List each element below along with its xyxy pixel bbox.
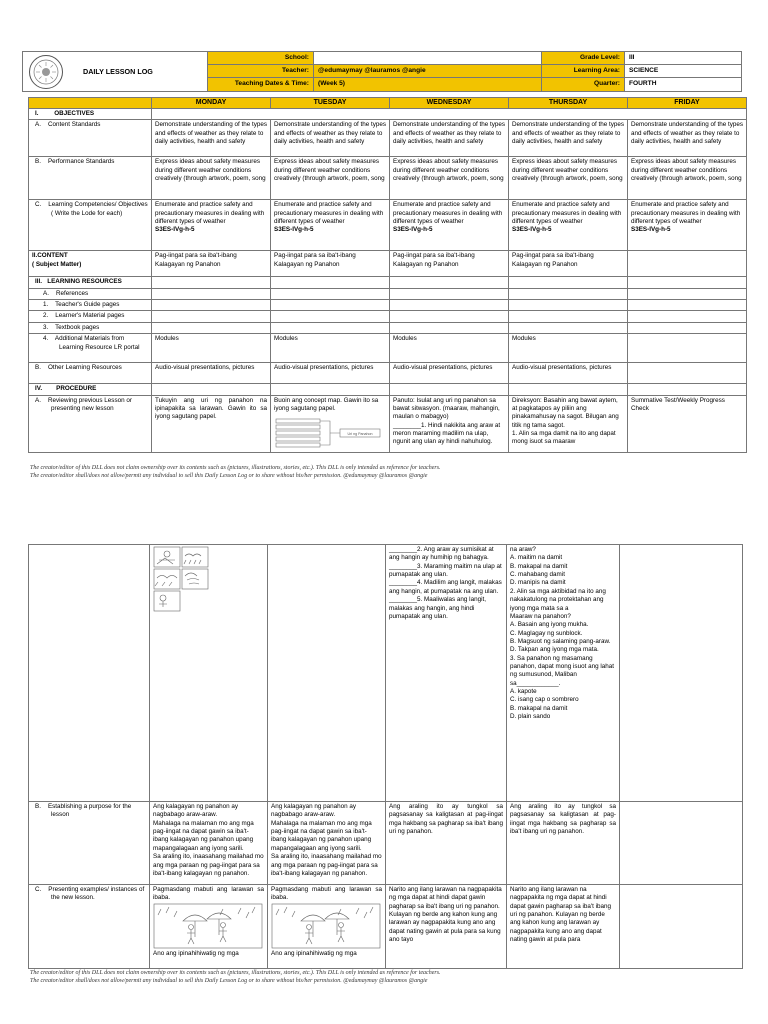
rain-umbrella-illustration — [271, 903, 381, 949]
present-wed: Narito ang ilang larawan na nagpapakita ng mga dapat at hindi dapat gawin pagharap sa iba't ibang uri ng panahon. Kulayan ng berde ang kahon kung ang larawan ay nagpapakita kung ano ang dapat nating gawin at pula para sa kung ano tayo — [386, 885, 507, 969]
lesson-table-page2 — [28, 544, 743, 969]
competency-text: Enumerate and practice safety and precautionary measures in dealing with different types of weather — [274, 201, 384, 226]
lm-row — [29, 311, 747, 322]
area-value: SCIENCE — [624, 65, 741, 77]
competency-code: S3ES-IVg-h-5 — [155, 226, 195, 234]
competency-code: S3ES-IVg-h-5 — [274, 226, 314, 234]
competencies-row — [29, 200, 747, 251]
content-row — [29, 251, 747, 277]
resources-label: III. LEARNING RESOURCES — [29, 277, 152, 288]
review-tue-text: Buoin ang concept map. Gawin ito sa iyong sagutang papel. — [274, 396, 379, 412]
perf-std-thu: Express ideas about safety measures during different weather conditions creatively (through artwork, poem, song — [509, 157, 628, 200]
performance-standards-label: B. Performance Standards — [29, 157, 152, 200]
review-cont-wed: ________2. Ang araw ay sumisikat at ang hangin ay humihip ng bahagya. ________3. Maraming maitim na ulap at pumapatak ang ulan. ________4. Madilim ang langit, malakas ang hangin, at pumapatak na ang ulan. ________5. Maaliwalas ang langit, malakas ang hangin, ang hindi pumapatak ang ulan. — [386, 545, 507, 802]
procedure-label: IV. PROCEDURE — [29, 384, 152, 395]
content-standards-label: A. Content Standards — [29, 120, 152, 157]
day-header-row — [29, 98, 747, 109]
day-friday: FRIDAY — [628, 98, 747, 109]
perf-std-tue: Express ideas about safety measures during different weather conditions creatively (through artwork, poem, song — [271, 157, 390, 200]
objectives-blank — [152, 109, 747, 120]
teacher-label: Teacher: — [208, 65, 313, 77]
teacher-value: @edumaymay @lauramos @angie — [313, 65, 541, 77]
review-cont-fri — [620, 545, 743, 802]
competency-mon — [152, 200, 271, 251]
objectives-row — [29, 109, 747, 120]
additional-thu: Modules — [509, 334, 628, 363]
lesson-table-page1 — [28, 97, 747, 453]
review-tue — [271, 395, 390, 453]
present-fri — [620, 885, 743, 969]
competency-fri — [628, 200, 747, 251]
competency-code: S3ES-IVg-h-5 — [512, 226, 552, 234]
dll-header — [22, 51, 742, 92]
review-cont-thu: na araw? A. maitim na damit B. makapal na damit C. mahabang damit D. manipis na damit 2. Alin sa mga aktibidad na ito ang nakakatulong na protektahan ang iyong mga mata sa a Maaraw na panahon? A. Basain ang iyong mukha. C. Maglagay ng sunblock. B. Magsuot ng salaming pang-araw. D. Takpan ang iyong mga mata. 3. Sa panahon ng masamang panahon, dapat mong isuot ang lahat ng sumusunod, Maliban sa____________. A. kapote C. isang cap o sombrero B. makapal na damit D. plain sando — [507, 545, 620, 802]
competency-code: S3ES-IVg-h-5 — [631, 226, 671, 234]
additional-mon: Modules — [152, 334, 271, 363]
present-mon-caption: Ano ang ipinahihiwatig ng mga — [153, 949, 239, 957]
resources-row — [29, 277, 747, 288]
establish-mon: Ang kalagayan ng panahon ay nagbabago araw-araw. Mahalaga na malaman mo ang mga pag-iingat na dapat gawin sa iba't-ibang kalagayan ng panahon upang mapangalagaan ang iyong sarili. Sa araling ito, inaasahang mailahad mo ang mga paraan ng pag-iingat para sa iba't-ibang kalagayan ng panahon. — [150, 802, 268, 885]
review-cont-tue — [268, 545, 386, 802]
grade-label: Grade Level: — [542, 52, 624, 64]
review-continued-row — [29, 545, 743, 802]
objectives-label: I. OBJECTIVES — [29, 109, 152, 120]
day-monday: MONDAY — [152, 98, 271, 109]
quarter-value: FOURTH — [624, 78, 741, 91]
content-std-fri: Demonstrate understanding of the types and effects of weather as they relate to daily activities, health and safety — [628, 120, 747, 157]
header-right-fields — [541, 52, 741, 91]
content-wed: Pag-iingat para sa iba't-ibang Kalagayan ng Panahon — [390, 251, 509, 277]
content-std-thu: Demonstrate understanding of the types and effects of weather as they relate to daily activities, health and safety — [509, 120, 628, 157]
present-thu: Narito ang ilang larawan na nagpapakita ng mga dapat at hindi dapat gawin pagharap sa iba't ibang uri ng panahon. Kulayan ng berde ang kahon kung ang larawan ay nagpapakita kung ano ang dapat nating gawin at pula para — [507, 885, 620, 969]
dll-title: DAILY LESSON LOG — [83, 67, 153, 76]
present-tue-text: Pagmasdang mabuti ang larawan sa ibaba. — [271, 886, 382, 902]
present-mon-text: Pagmasdang mabuti ang larawan sa ibaba. — [153, 886, 264, 902]
tg-label: 1. Teacher's Guide pages — [29, 300, 152, 311]
content-fri — [628, 251, 747, 277]
other-resources-label: B. Other Learning Resources — [29, 363, 152, 384]
review-mon: Tukuyin ang uri ng panahon na ipinapakita sa larawan. Gawin ito sa iyong sagutang papel. — [152, 395, 271, 453]
concept-map-label: Uri ng Panahon — [347, 432, 373, 437]
performance-standards-row — [29, 157, 747, 200]
references-row — [29, 288, 747, 299]
footer-disclaimer-1: The creator/editor of this DLL does not claim ownership over its contents such as (pictures, illustrations, stories, etc.). This DLL is only intended as reference for teachers. — [30, 465, 441, 471]
other-tue: Audio-visual presentations, pictures — [271, 363, 390, 384]
footer-disclaimer-1: The creator/editor of this DLL does not claim ownership over its contents such as (pictures, illustrations, stories, etc.). This DLL is only intended as reference for teachers. — [30, 970, 441, 976]
present-mon — [150, 885, 268, 969]
day-tuesday: TUESDAY — [271, 98, 390, 109]
review-wed: Panuto: Isulat ang uri ng panahon sa bawat sitwasyon. (maaraw, mahangin, maulan o mabagyo) ________1. Hindi nakikita ang araw at meron maraming madilim na ulap, ngunit ang ulan ay hindi nahuhulog. — [390, 395, 509, 453]
references-label: A. References — [29, 288, 152, 299]
establish-tue: Ang kalagayan ng panahon ay nagbabago araw-araw. Mahalaga na malaman mo ang mga pag-iingat na dapat gawin sa iba't-ibang kalagayan ng panahon upang mapangalagaan ang iyong sarili. Sa araling ito, inaasahang mailahad mo ang mga paraan ng pag-iingat para sa iba't-ibang kalagayan ng panahon. — [268, 802, 386, 885]
concept-map-diagram — [274, 415, 384, 451]
content-label: II.CONTENT ( Subject Matter) — [29, 251, 152, 277]
teacher-row — [208, 65, 541, 78]
competency-code: S3ES-IVg-h-5 — [393, 226, 433, 234]
procedure-row — [29, 384, 747, 395]
day-wednesday: WEDNESDAY — [390, 98, 509, 109]
other-mon: Audio-visual presentations, pictures — [152, 363, 271, 384]
footer-page1 — [30, 465, 441, 481]
competency-text: Enumerate and practice safety and precautionary measures in dealing with different types of weather — [155, 201, 265, 226]
competency-text: Enumerate and practice safety and precautionary measures in dealing with different types of weather — [393, 201, 503, 226]
establishing-label: B. Establishing a purpose for the lesson — [29, 802, 150, 885]
perf-std-mon: Express ideas about safety measures during different weather conditions creatively (through artwork, poem, song — [152, 157, 271, 200]
footer-disclaimer-2: The creator/editor shall/does not allow/permit any individual to sell this Daily Lesson Log or to share without his/her permission. @edumaymay @lauramos @angie — [30, 472, 428, 479]
present-tue-caption: Ano ang ipinahihiwatig ng mga — [271, 949, 357, 957]
day-thursday: THURSDAY — [509, 98, 628, 109]
competency-tue — [271, 200, 390, 251]
competency-thu — [509, 200, 628, 251]
content-mon: Pag-iingat para sa iba't-ibang Kalagayan ng Panahon — [152, 251, 271, 277]
page-one — [0, 0, 768, 500]
other-wed: Audio-visual presentations, pictures — [390, 363, 509, 384]
establish-fri — [620, 802, 743, 885]
competency-wed — [390, 200, 509, 251]
lm-label: 2. Learner's Material pages — [29, 311, 152, 322]
competency-text: Enumerate and practice safety and precautionary measures in dealing with different types of weather — [631, 201, 741, 226]
present-tue — [268, 885, 386, 969]
footer-page2 — [30, 970, 441, 986]
review-thu: Direksyon: Basahin ang bawat aytem, at pagkatapos ay piliin ang pinakamahusay na sagot. Bilugan ang titik ng tama sagot. 1. Alin sa mga damit na ito ang dapat mong isuot sa maaraw — [509, 395, 628, 453]
presenting-label: C. Presenting examples/ instances of the new lesson. — [29, 885, 150, 969]
content-thu: Pag-iingat para sa iba't-ibang Kalagayan ng Panahon — [509, 251, 628, 277]
establish-thu: Ang araling ito ay tungkol sa pagsasanay sa kaligtasan at pag-iingat mga hakbang sa pagharap sa iba't ibang uri ng panahon. — [507, 802, 620, 885]
school-label: School: — [208, 52, 313, 64]
grade-value: III — [624, 52, 741, 64]
establish-wed: Ang araling ito ay tungkol sa pagsasanay sa kaligtasan at pag-iingat mga hakbang sa pagharap sa iba't ibang uri ng panahon. — [386, 802, 507, 885]
content-std-mon: Demonstrate understanding of the types and effects of weather as they relate to daily activities, health and safety — [152, 120, 271, 157]
review-cont-mon — [150, 545, 268, 802]
quarter-row — [542, 78, 741, 91]
quarter-label: Quarter: — [542, 78, 624, 91]
additional-label: 4. Additional Materials from Learning Resource LR portal — [29, 334, 152, 363]
additional-row — [29, 334, 747, 363]
header-left-fields — [207, 52, 541, 91]
tg-row — [29, 300, 747, 311]
dates-label: Teaching Dates & Time: — [208, 78, 313, 91]
additional-wed: Modules — [390, 334, 509, 363]
reviewing-row — [29, 395, 747, 453]
competencies-label: C. Learning Competencies/ Objectives ( Write the Lode for each) — [29, 200, 152, 251]
weather-pictures-illustration — [153, 546, 209, 612]
rain-umbrella-illustration — [153, 903, 263, 949]
footer-disclaimer-2: The creator/editor shall/does not allow/permit any individual to sell this Daily Lesson Log or to share without his/her permission. @edumaymay @lauramos @angie — [30, 977, 428, 984]
content-tue: Pag-iingat para sa iba't-ibang Kalagayan ng Panahon — [271, 251, 390, 277]
review-fri: Summative Test/Weekly Progress Check — [628, 395, 747, 453]
perf-std-fri: Express ideas about safety measures during different weather conditions creatively (through artwork, poem, song — [628, 157, 747, 200]
dates-row — [208, 78, 541, 91]
school-row — [208, 52, 541, 65]
presenting-row — [29, 885, 743, 969]
dates-value: (Week 5) — [313, 78, 541, 91]
content-std-wed: Demonstrate understanding of the types and effects of weather as they relate to daily activities, health and safety — [390, 120, 509, 157]
area-label: Learning Area: — [542, 65, 624, 77]
reviewing-label: A. Reviewing previous Lesson or presenting new lesson — [29, 395, 152, 453]
area-row — [542, 65, 741, 78]
additional-tue: Modules — [271, 334, 390, 363]
tb-row — [29, 322, 747, 333]
deped-seal-icon — [28, 54, 64, 90]
review-cont-label — [29, 545, 150, 802]
school-value — [313, 52, 541, 64]
competency-text: Enumerate and practice safety and precautionary measures in dealing with different types of weather — [512, 201, 622, 226]
corner-cell — [29, 98, 152, 109]
page-two — [0, 500, 768, 1024]
other-thu: Audio-visual presentations, pictures — [509, 363, 628, 384]
establishing-row — [29, 802, 743, 885]
content-std-tue: Demonstrate understanding of the types and effects of weather as they relate to daily activities, health and safety — [271, 120, 390, 157]
tb-label: 3. Textbook pages — [29, 322, 152, 333]
content-standards-row — [29, 120, 747, 157]
other-resources-row — [29, 363, 747, 384]
grade-row — [542, 52, 741, 65]
perf-std-wed: Express ideas about safety measures during different weather conditions creatively (through artwork, poem, song — [390, 157, 509, 200]
